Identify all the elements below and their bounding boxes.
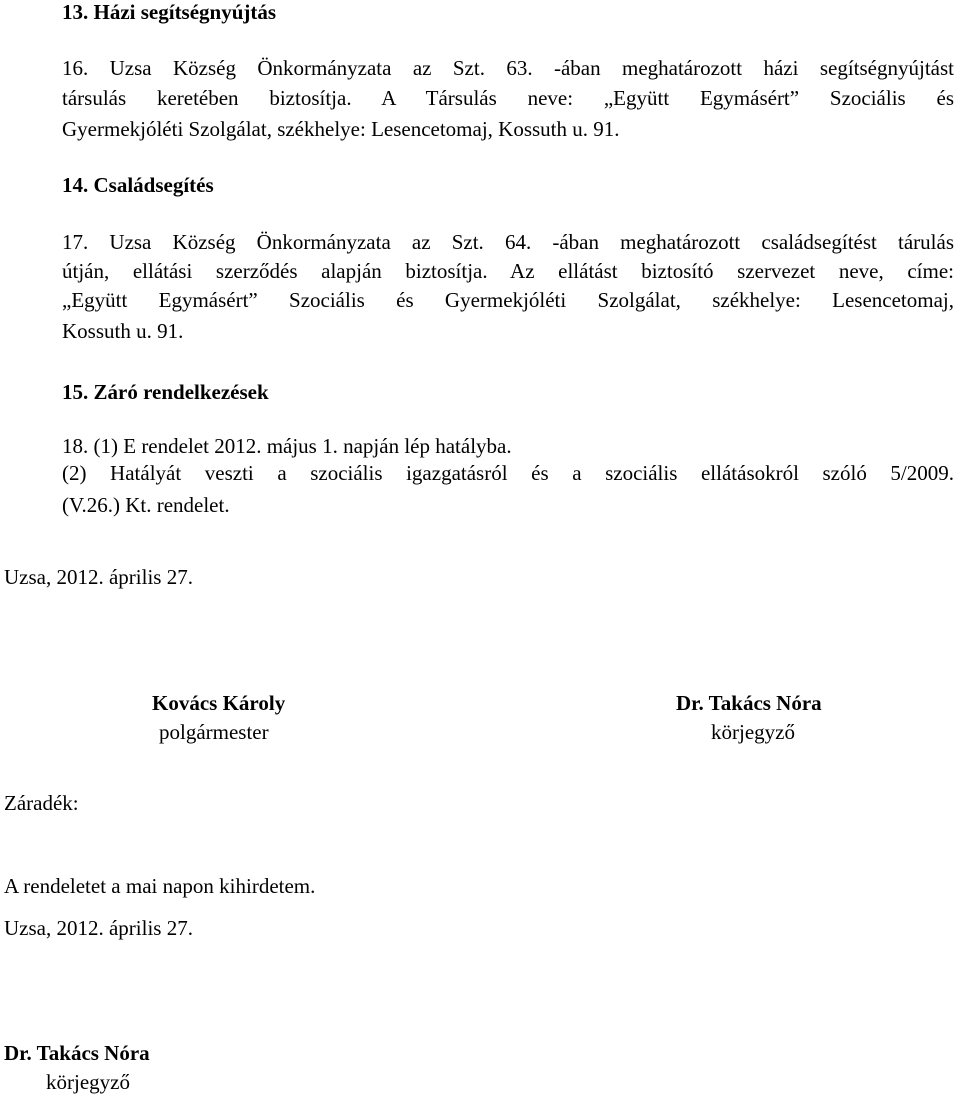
section-14-para-line-1: 17. Uzsa Község Önkormányzata az Szt. 64. -ában meghatározott családsegítést tárulás	[62, 230, 954, 254]
zaradek-signatory-title: körjegyző	[46, 1070, 130, 1094]
section-14-heading: 14. Családsegítés	[62, 173, 214, 197]
section-13-para-line-3: Gyermekjóléti Szolgálat, székhelye: Lesencetomaj, Kossuth u. 91.	[62, 117, 620, 141]
section-13-para-line-1: 16. Uzsa Község Önkormányzata az Szt. 63. -ában meghatározott házi segítségnyújtást	[62, 56, 954, 80]
document-date: Uzsa, 2012. április 27.	[4, 565, 193, 589]
signature-right-name: Dr. Takács Nóra	[676, 691, 822, 715]
section-14-para-line-4: Kossuth u. 91.	[62, 319, 184, 343]
section-13-para-line-2: társulás keretében biztosítja. A Társulás neve: „Együtt Egymásért” Szociális és	[62, 86, 954, 110]
signature-left-title: polgármester	[159, 720, 269, 744]
section-15-line-1: 18. (1) E rendelet 2012. május 1. napján lép hatályba.	[62, 434, 512, 458]
section-14-para-line-3: „Együtt Egymásért” Szociális és Gyermekjóléti Szolgálat, székhelye: Lesencetomaj,	[62, 288, 954, 312]
section-15-line-3: (V.26.) Kt. rendelet.	[62, 493, 230, 517]
zaradek-text: A rendeletet a mai napon kihirdetem.	[4, 874, 316, 898]
section-15-heading: 15. Záró rendelkezések	[62, 380, 269, 404]
signature-left-name: Kovács Károly	[152, 691, 286, 715]
zaradek-label: Záradék:	[4, 791, 79, 815]
zaradek-date: Uzsa, 2012. április 27.	[4, 916, 193, 940]
section-15-line-2: (2) Hatályát veszti a szociális igazgatásról és a szociális ellátásokról szóló 5/2009.	[62, 461, 954, 485]
signature-right-title: körjegyző	[711, 720, 795, 744]
zaradek-signatory-name: Dr. Takács Nóra	[4, 1041, 150, 1065]
section-13-heading: 13. Házi segítségnyújtás	[62, 0, 277, 24]
section-14-para-line-2: útján, ellátási szerződés alapján biztosítja. Az ellátást biztosító szervezet neve, címe:	[62, 259, 954, 283]
